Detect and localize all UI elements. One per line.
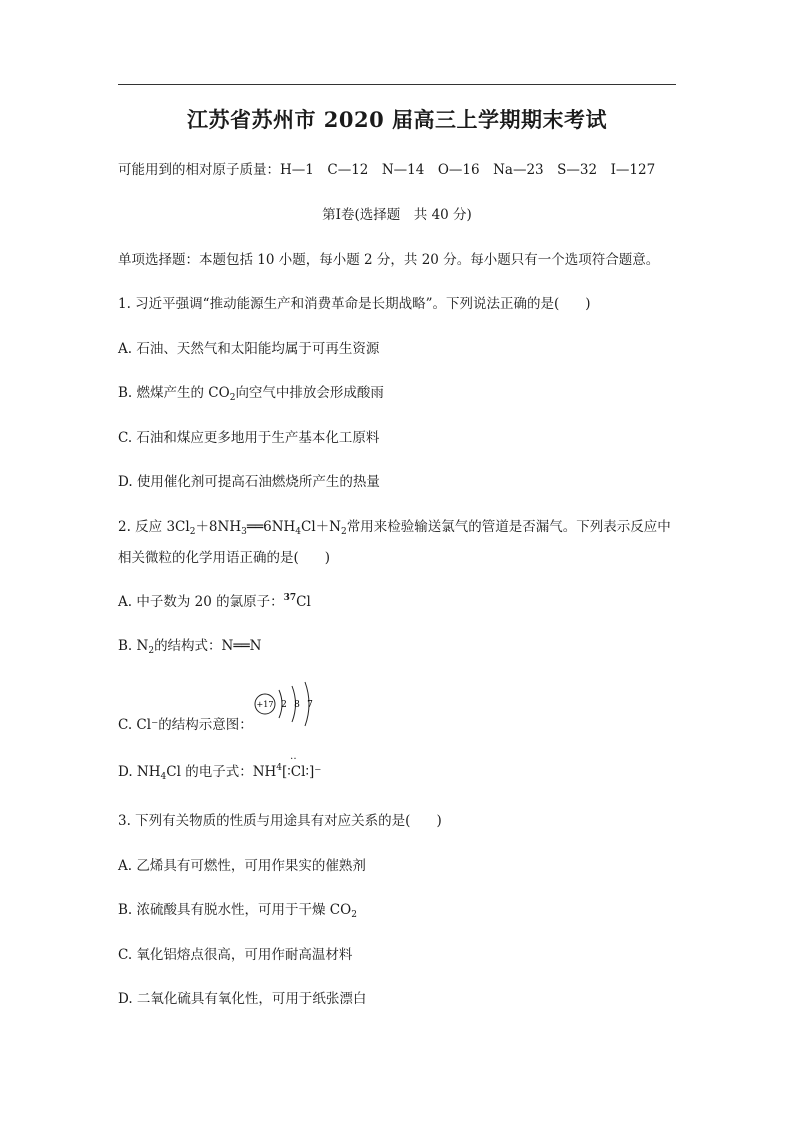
q1-b-sub: 2 — [229, 393, 236, 403]
q2-d-sup: 4 — [276, 763, 283, 773]
q2-b-post: 的结构式：N══N — [154, 638, 262, 654]
nucleus-charge: +17 — [256, 700, 274, 709]
q3-stem-text: 3. 下列有关物质的性质与用途具有对应关系的是( — [118, 813, 411, 829]
question-2-stem-line2 — [118, 548, 330, 568]
q2-p4: Cl＋N — [301, 519, 341, 535]
q2-d-post: [∶Cl∶]⁻ — [282, 764, 322, 780]
q2-a-post: Cl — [296, 594, 311, 610]
electron-dots-top: ‥ — [290, 751, 297, 762]
q2-s3: 4 — [295, 527, 302, 537]
section-heading: 第Ⅰ卷(选择题 共 40 分) — [322, 207, 472, 223]
q1-close: ) — [585, 296, 591, 312]
header-rule — [118, 84, 676, 85]
q2-option-a — [118, 592, 311, 612]
q1-b-post: 向空气中排放会形成酸雨 — [235, 385, 384, 401]
q2-p1: 2. 反应 3Cl — [118, 519, 190, 535]
q1-option-b — [118, 383, 384, 403]
q2-option-c: C. Cl⁻的结构示意图： — [118, 717, 253, 733]
atomic-masses-line: 可能用到的相对原子质量：H—1 C—12 N—14 O—16 Na—23 S—32 I—127 — [118, 162, 656, 178]
q2-p3: ══6NH — [246, 519, 296, 535]
q2-close: ) — [324, 550, 331, 566]
q2-b-pre: B. N — [118, 638, 149, 654]
q2-s2: 3 — [241, 527, 247, 537]
q3-option-c: C. 氧化铝熔点很高，可用作耐高温材料 — [118, 947, 353, 963]
q3-close: ) — [436, 813, 442, 829]
q2-option-b — [118, 636, 261, 656]
instruction-line: 单项选择题：本题包括 10 小题，每小题 2 分，共 20 分。每小题只有一个选项符合题意。 — [118, 252, 660, 268]
q2-p2: ＋8NH — [195, 519, 242, 535]
shell-count-3: 7 — [307, 700, 313, 710]
question-3-stem — [118, 811, 442, 831]
q3-option-d: D. 二氧化硫具有氧化性，可用于纸张漂白 — [118, 991, 367, 1007]
q2-p5: 常用来检验输送氯气的管道是否漏气。下列表示反应中 — [346, 519, 671, 535]
q2-line2: 相关微粒的化学用语正确的是( — [118, 550, 299, 566]
question-2-stem — [118, 517, 671, 537]
q1-stem-text: 1. 习近平强调“推动能源生产和消费革命是长期战略”。下列说法正确的是( — [118, 296, 560, 312]
q2-s1: 2 — [189, 527, 196, 537]
q2-b-sub: 2 — [148, 646, 155, 656]
q2-option-d — [118, 762, 321, 782]
q2-d-pre: D. NH — [118, 764, 161, 780]
q3-option-a: A. 乙烯具有可燃性，可用作果实的催熟剂 — [118, 858, 366, 874]
q1-option-d: D. 使用催化剂可提高石油燃烧所产生的热量 — [118, 474, 380, 490]
q1-option-c: C. 石油和煤应更多地用于生产基本化工原料 — [118, 430, 380, 446]
atomic-structure-svg — [252, 676, 322, 732]
q3-b-pre: B. 浓硫酸具有脱水性，可用于干燥 CO — [118, 902, 352, 918]
q1-b-pre: B. 燃煤产生的 CO — [118, 385, 230, 401]
q3-b-sub: 2 — [351, 910, 357, 920]
cl-ion-structure-diagram — [252, 676, 322, 732]
q2-s4: 2 — [341, 527, 347, 537]
shell-count-2: 8 — [294, 700, 300, 710]
q2-d-sub: 4 — [160, 772, 167, 782]
question-1-stem — [118, 294, 591, 314]
q2-d-mid: Cl 的电子式：NH — [166, 764, 277, 780]
exam-title: 江苏省苏州市 2020 届高三上学期期末考试 — [186, 107, 608, 132]
shell-count-1: 2 — [281, 700, 287, 710]
q2-a-pre: A. 中子数为 20 的氯原子： — [118, 594, 284, 610]
q2-a-sup: 37 — [283, 593, 297, 603]
q1-option-a: A. 石油、天然气和太阳能均属于可再生资源 — [118, 341, 380, 357]
q3-option-b — [118, 900, 357, 920]
